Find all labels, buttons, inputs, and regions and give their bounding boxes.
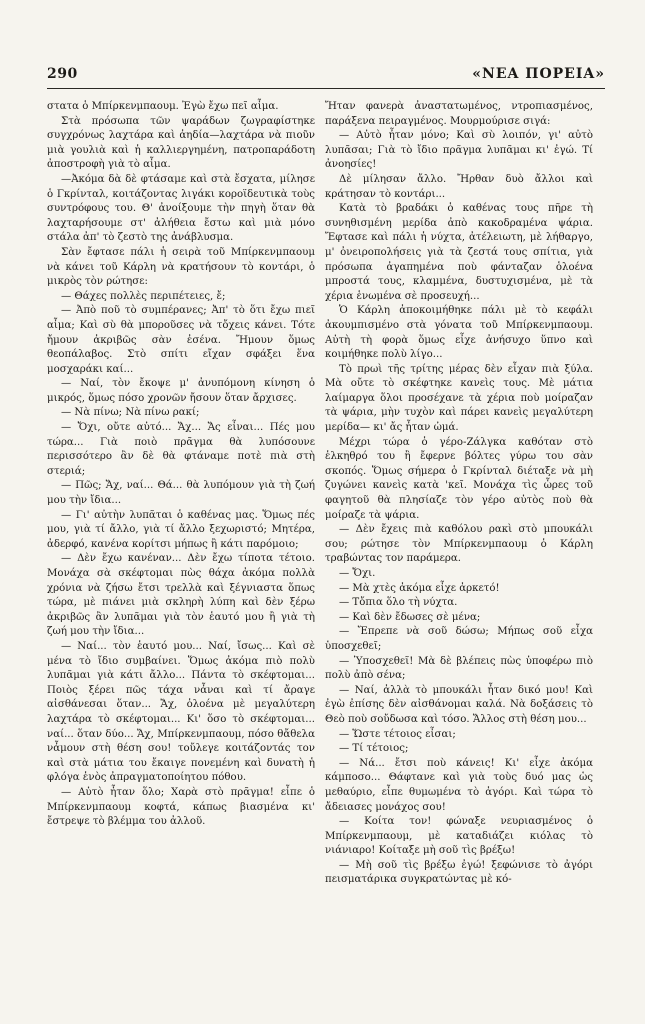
paragraph: στατα ὁ Μπίρκενμπαουμ. Ἐγὼ ἔχω πεῖ αἷμα.	[47, 101, 279, 112]
paragraph: — Αὐτὸ ἦταν ὅλο; Χαρὰ στὸ πρᾶγμα! εἶπε ὁ Μπίρκενμπαουμ κοφτά, κάπως βιασμένα κι' ἔστρεψε τὸ βλέμμα του ἀλλοῦ.	[47, 786, 315, 828]
journal-title: «ΝΕΑ ΠΟΡΕΙΑ»	[472, 66, 605, 82]
paragraph: Σὰν ἔφτασε πάλι ἡ σειρὰ τοῦ Μπίρκενμπαουμ νὰ κάνει τοῦ Κάρλη νὰ κρατήσουν τὸ κοντάρι, ὁ μικρὸς τὸν ρώτησε:	[47, 246, 315, 288]
paragraph: — Ἀπὸ ποῦ τὸ συμπέρανες; Ἀπ' τὸ ὅτι ἔχω πιεῖ αἷμα; Καὶ σὺ θὰ μποροῦσες νὰ τὄχεις κάνει. Τότε ἤμουν ἀκριβῶς σὰν ἐσένα. Ἤμουν ὅμως θεοπάλαβος. Στὸ σπίτι εἴχαν σφάξει ἕνα μοσχαράκι καί...	[47, 305, 315, 375]
paragraph: Δὲ μίλησαν ἄλλο. Ἤρθαν δυὸ ἄλλοι καὶ κράτησαν τὸ κοντάρι...	[325, 173, 593, 200]
paragraph: — Ναί, τὸν ἔκοψε μ' ἀνυπόμονη κίνηση ὁ μικρός, ὅμως πόσο χρονῶν ἤσουν ὅταν ἄρχισες.	[47, 378, 315, 404]
paragraph: — Ὥστε τέτοιος εἶσαι;	[339, 728, 456, 740]
paragraph: — Μὰ χτὲς ἀκόμα εἶχε ἀρκετό!	[339, 582, 500, 594]
paragraph: Τὸ πρωὶ τῆς τρίτης μέρας δὲν εἶχαν πιὰ ξύλα. Μὰ οὔτε τὸ σκέφτηκε κανεὶς τους. Μὲ μάτια λαίμαργα ὅλοι προσέχανε τὰ χέρια ποὺ μοίραζαν τὰ ψάρια, μὴν τυχὸν καὶ πάρει κανεὶς μεγαλύτερη μερίδα— κι' ἄς ἦταν ὠμά.	[325, 363, 593, 434]
right-column	[325, 100, 593, 888]
paragraph: — Πῶς; Ἄχ, ναί... Θά... θὰ λυπόμουν γιὰ τὴ ζωή μου τὴν ἴδια...	[47, 480, 315, 507]
paragraph: Ἤταν φανερὰ ἀναστατωμένος, ντροπιασμένος, παράξενα πειραγμένος. Μουρμούρισε σιγά:	[325, 101, 593, 127]
paragraph: Κατὰ τὸ βραδάκι ὁ καθένας τους πῆρε τὴ συνηθισμένη μερίδα ἀπὸ κακοδραμένα ψάρια. Ἔφτασε καὶ πάλι ἡ νύχτα, ἀτέλειωτη, μὲ λήθαργο, μ' ὀνειροπολήσεις γιὰ τὰ ζεστά τους σπίτια, γιὰ πρόσωπα ἀγαπημένα ποὺ φάνταζαν ὁλοένα μπροστά τους, κλαμμένα, δυστυχισμένα, μὲ τὰ χέρια ἑνωμένα σὲ προσευχή...	[325, 203, 593, 302]
paragraph: — Ναί, ἀλλὰ τὸ μπουκάλι ἦταν δικό μου! Καὶ ἐγὼ ἐπίσης δὲν αἰσθάνομαι καλά. Νὰ δοξάσεις τὸ Θεὸ ποὺ σοὔδωσα καὶ τόσο. Ἄλλος στὴ θέση μου...	[325, 684, 593, 725]
paragraph: — Ὄχι, οὔτε αὐτό... Ἄχ... Ἄς εἶναι... Πές μου τώρα... Γιὰ ποιὸ πρᾶγμα θὰ λυπόσουνε περισσότερο ἂν δὲ θὰ φτάναμε ποτὲ πιὰ στὴ στεριά;	[47, 422, 315, 477]
paragraph: — Θάχες πολλὲς περιπέτειες, ἔ;	[61, 290, 226, 302]
paragraph: — Ναί... τὸν ἑαυτό μου... Ναί, ἴσως... Καὶ σὲ μένα τὸ ἴδιο συμβαίνει. Ὅμως ἀκόμα πιὸ πολὺ λυπᾶμαι γιὰ κάτι ἄλλο... Πάντα τὸ σκέφτομαι... Ποιὸς ξέρει πῶς τάχα νἆναι καὶ τί ἄραγε αἰσθάνεσαι ὅταν... Ἄχ, ὁλοένα μὲ μεγαλύτερη λαχτάρα τὸ σκέφτομαι... Κι' ὅσο τὸ σκέφτομαι... ναί... ὅταν δύο... Ἄχ, Μπίρκενμπαουμ, πόσο θἄθελα νἆμουν στὴ θέση σου! τοὔλεγε κοιτάζοντάς τον καὶ στὰ μάτια του ἔκαιγε πονεμένη καὶ δυνατὴ ἡ φλόγα ἑνὸς ἀπραγματοποίητου πόθου.	[47, 640, 315, 784]
paragraph: — Τὄπια ὅλο τὴ νύχτα.	[339, 597, 458, 609]
paragraph: Στὰ πρόσωπα τῶν ψαράδων ζωγραφίστηκε συγχρόνως λαχτάρα καὶ ἀηδία—λαχτάρα νὰ πιοῦν μιὰ γουλιὰ καὶ ἡ καλλιεργημένη, πατροπαράδοτη ἀποστροφὴ γιὰ τὸ αἷμα.	[47, 115, 315, 171]
page-header	[47, 66, 605, 84]
paragraph: — Κοίτα τον! φώναξε νευριασμένος ὁ Μπίρκενμπαουμ, μὲ καταδιάζει κιόλας τὸ νιάνιαρο! Κοίταξε μὴ σοῦ τὶς βρέξω!	[325, 816, 593, 857]
paragraph: — Ὄχι.	[339, 568, 376, 579]
header-rule	[47, 88, 605, 89]
paragraph: Μέχρι τώρα ὁ γέρο-Ζάλγκα καθόταν στὸ ἑλκηθρό του ἢ ἔφερνε βόλτες γύρω του σὰν σκοπός. Ὅμως σήμερα ὁ Γκρίνταλ διέταξε νὰ μὴ ζυγώνει κανεὶς κατὰ 'κεῖ. Μονάχα τὶς ὧρες τοῦ φαγητοῦ θὰ πλησίαζε τὸν γέρο αὐτὸς ποὺ θὰ μοίραζε τὰ ψάρια.	[325, 436, 593, 521]
paragraph: — Καὶ δὲν ἔδωσες σὲ μένα;	[339, 611, 481, 623]
paragraph: — Γι' αὐτὴν λυπᾶται ὁ καθένας μας. Ὅμως πές μου, γιὰ τί ἄλλο, γιὰ τί ἄλλο ξεχωριστό; Μητέρα, ἀδερφό, κανένα κορίτσι μήπως ἢ κάτι παρόμοιο;	[47, 509, 315, 550]
paragraph: — Νά... ἔτσι ποὺ κάνεις! Κι' εἶχε ἀκόμα κάμποσο... Θάφτανε καὶ γιὰ τοὺς δυό μας ὡς μεθαύριο, εἶπε θυμωμένα τὸ ἀγόρι. Καὶ τώρα τὸ ἄδειασες μονάχος σου!	[325, 757, 593, 813]
paragraph: — Μὴ σοῦ τὶς βρέξω ἐγώ! ξεφώνισε τὸ ἀγόρι πεισματάρικα συγκρατώντας μὲ κό-	[325, 859, 593, 886]
page-number: 290	[47, 66, 78, 82]
paragraph: —Ἀκόμα δὰ δὲ φτάσαμε καὶ στὰ ἔσχατα, μίλησε ὁ Γκρίνταλ, κοιτάζοντας λιγάκι κοροϊδευτικὰ τοὺς συντρόφους του. Θ' ἀνοίξουμε τὴν πηγὴ ὅταν θὰ λαχταρήσουμε στ' ἀλήθεια ἔστω καὶ μιὰ μόνο στάλα ἀπ' τὸ ζεστὸ της ἀνάβλυσμα.	[47, 173, 315, 244]
paragraph: — Ἔπρεπε νὰ σοῦ δώσω; Μήπως σοῦ εἶχα ὑποσχεθεῖ;	[325, 626, 593, 652]
paragraph: — Τί τέτοιος;	[339, 743, 409, 755]
paragraph: — Ὑποσχεθεῖ! Μὰ δὲ βλέπεις πὼς ὑποφέρω πιὸ πολὺ ἀπὸ σένα;	[325, 655, 593, 682]
paragraph: — Δὲν ἔχω κανέναν... Δὲν ἔχω τίποτα τέτοιο. Μονάχα σὰ σκέφτομαι πὼς θάχα ἀκόμα πολλὰ χρόνια νὰ ζήσω ἔτσι τρελλὰ καὶ ξέγνιαστα ὅπως τώρα, μὲ πιάνει μιὰ σκληρὴ λύπη καὶ δὲν ξέρω ἀκριβῶς ἂν λυπᾶμαι γιὰ τὸν ἑαυτό μου ἢ γιὰ τὴ ζωή μου τὴν ἴδια...	[47, 553, 315, 638]
paragraph: — Νὰ πίνω; Νὰ πίνω ρακί;	[61, 407, 200, 419]
left-column	[47, 100, 315, 830]
paragraph: — Δὲν ἔχεις πιὰ καθόλου ρακὶ στὸ μπουκάλι σου; ρώτησε τὸν Μπίρκενμπαουμ ὁ Κάρλη τραβώντας τον παράμερα.	[325, 524, 593, 565]
paragraph: Ὁ Κάρλη ἀποκοιμήθηκε πάλι μὲ τὸ κεφάλι ἀκουμπισμένο στὰ γόνατα τοῦ Μπίρκενμπαουμ. Αὐτὴ τὴ φορὰ ὅμως εἶχε ἀνήσυχο ὕπνο καὶ κοιμήθηκε πολὺ λίγο...	[325, 305, 593, 361]
paragraph: — Αὐτὸ ἦταν μόνο; Καὶ σὺ λοιπόν, γι' αὐτὸ λυπᾶσαι; Γιὰ τὸ ἴδιο πρᾶγμα λυπᾶμαι κι' ἐγώ. Τί ἀνοησίες!	[325, 130, 593, 171]
